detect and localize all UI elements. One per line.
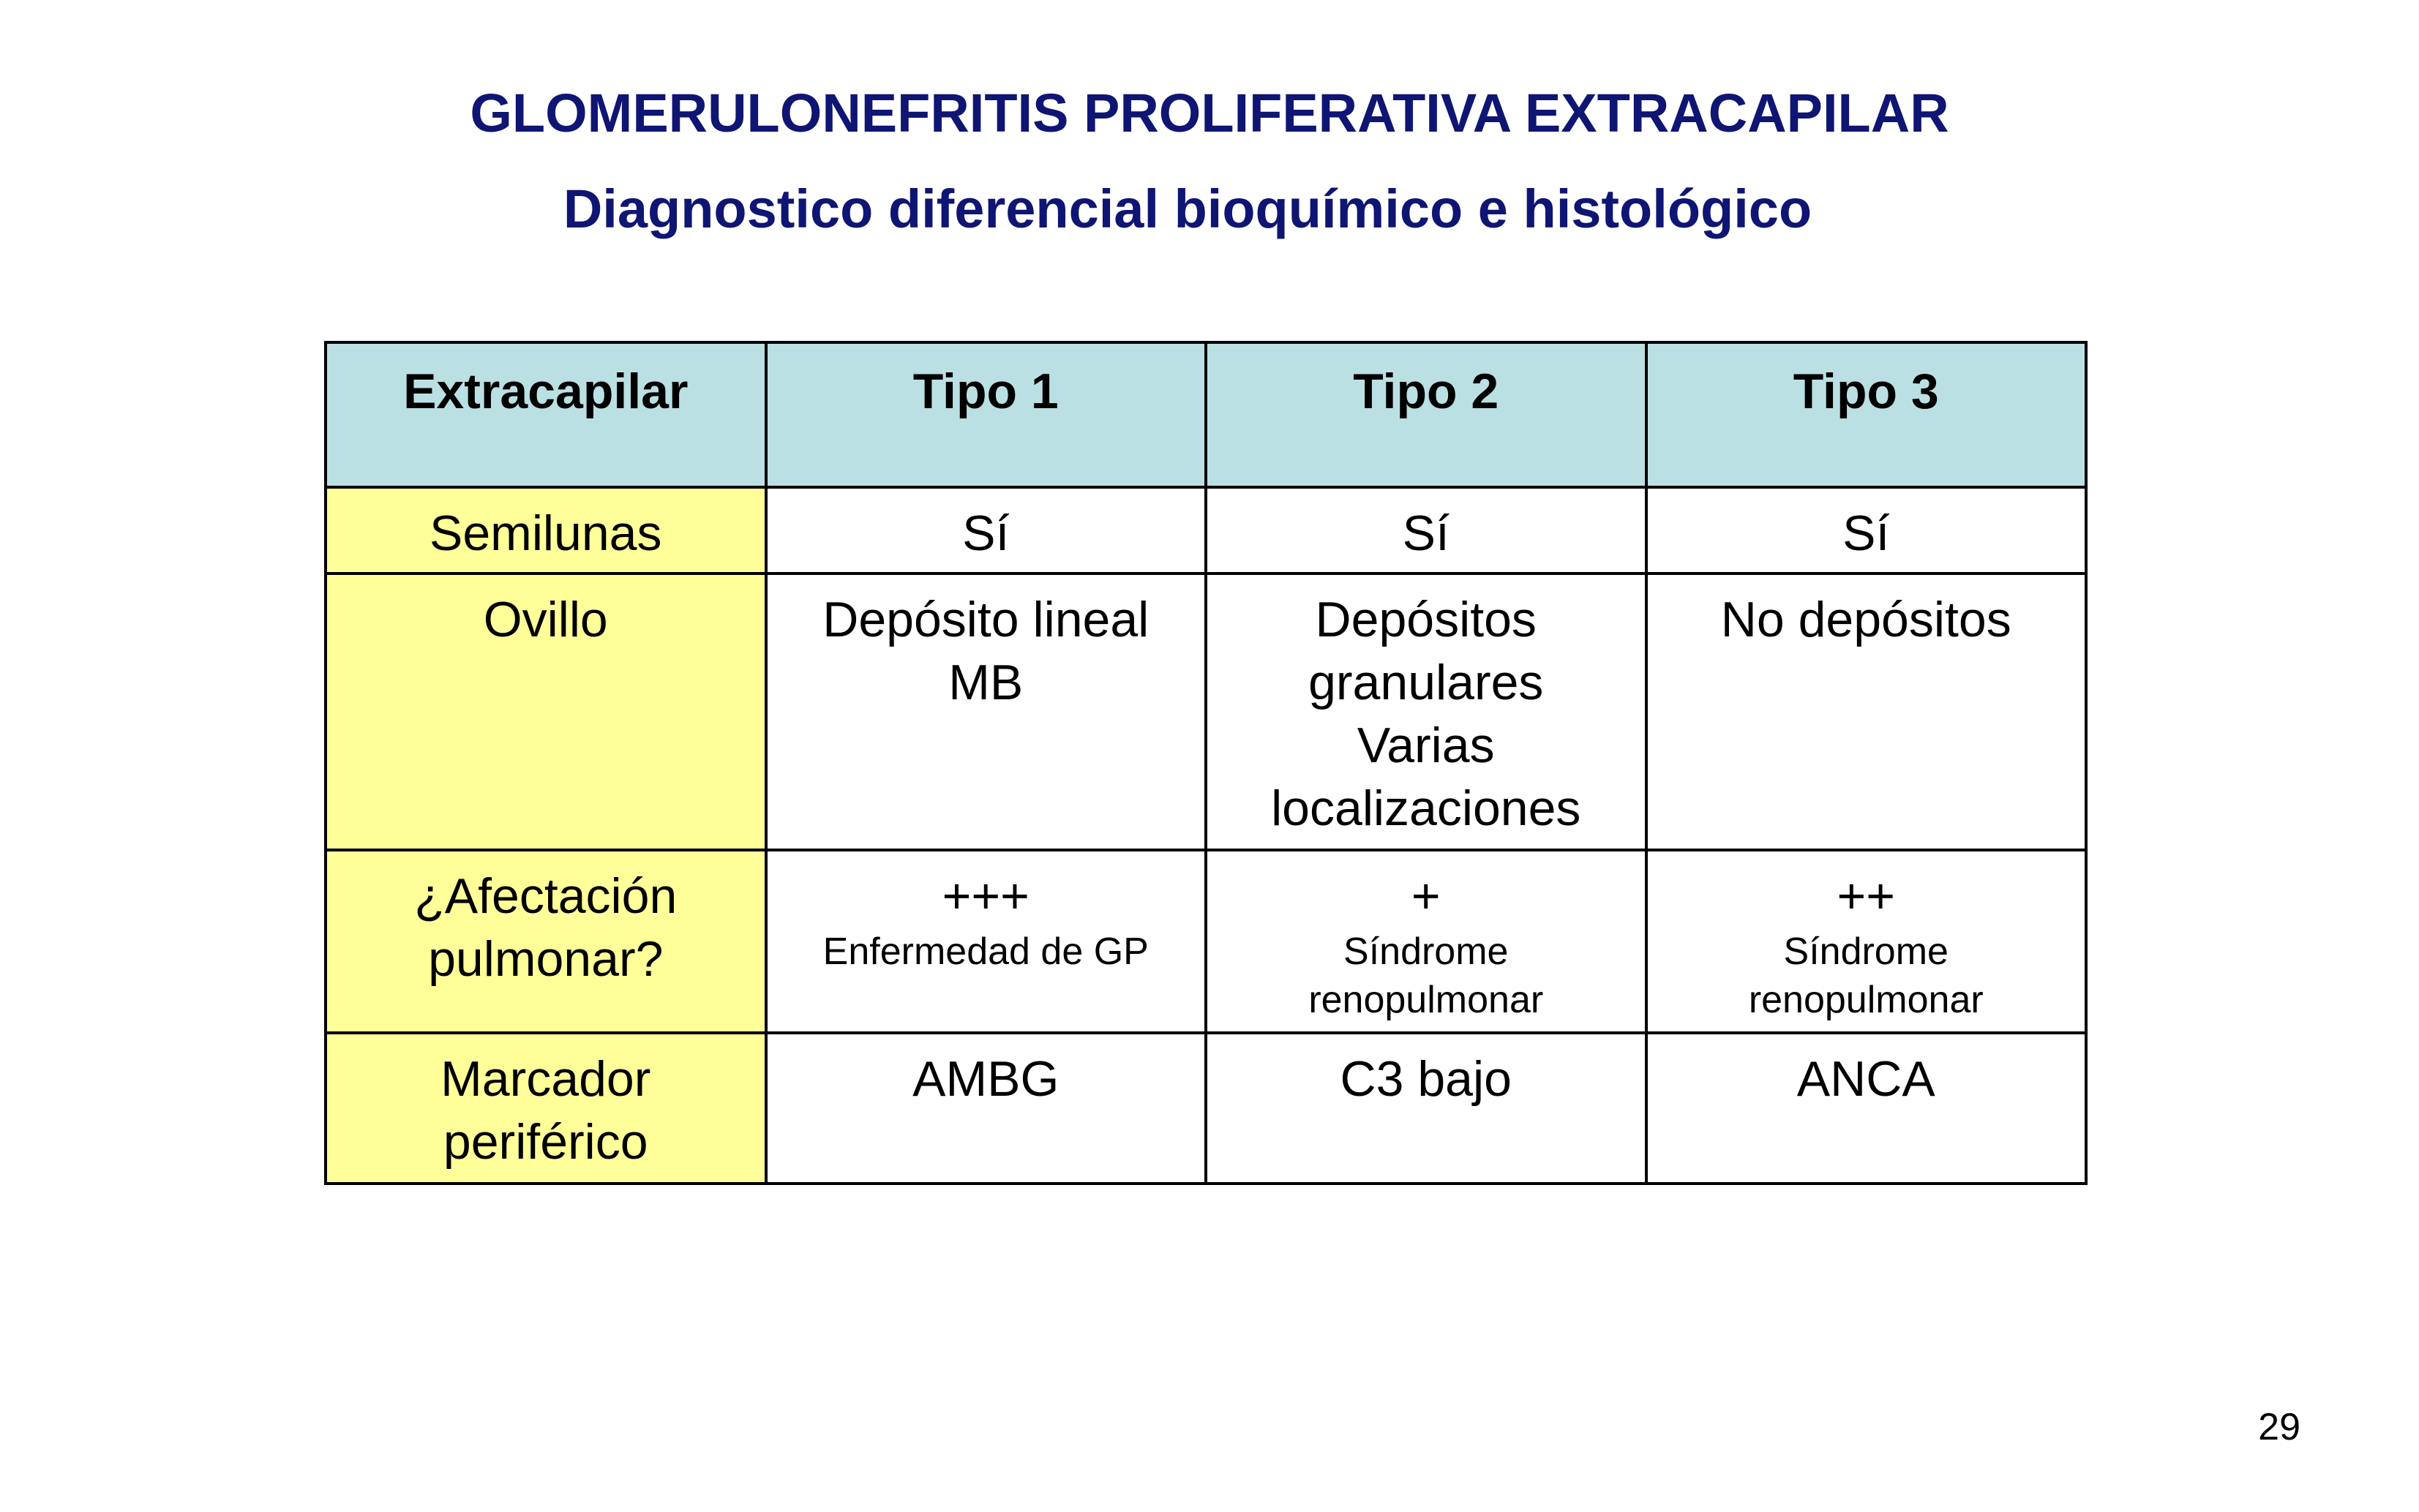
table-row-ovillo	[326, 573, 2086, 850]
note-line: Síndrome	[1343, 930, 1509, 973]
row-label-ovillo: Ovillo	[326, 573, 766, 850]
slide-subtitle	[0, 173, 2419, 246]
table-row-afectacion-pulmonar	[326, 850, 2086, 1033]
cell-marcador-tipo-1: AMBG	[766, 1033, 1207, 1184]
severity-mark: ++	[1837, 868, 1895, 924]
severity-mark: +++	[942, 868, 1030, 924]
cell-ovillo-tipo-2-line-2: granulares	[1308, 655, 1544, 710]
cell-ovillo-tipo-1-line-1: Depósito lineal	[822, 592, 1150, 647]
row-label-pulmonar-line-1: ¿Afectación	[414, 868, 678, 924]
table-header-row	[326, 342, 2086, 487]
cell-ovillo-tipo-2-line-3: Varias	[1357, 718, 1495, 773]
note-line: Síndrome	[1783, 930, 1949, 973]
row-label-marcador-line-2: periférico	[443, 1114, 648, 1170]
cell-ovillo-tipo-2	[1206, 573, 1646, 850]
cell-semilunas-tipo-2: Sí	[1206, 487, 1646, 573]
cell-pulmonar-tipo-1	[766, 850, 1207, 1033]
row-label-marcador-periferico	[326, 1033, 766, 1184]
table-row-semilunas	[326, 487, 2086, 573]
header-tipo-3: Tipo 3	[1646, 342, 2087, 487]
row-label-marcador-line-1: Marcador	[440, 1051, 651, 1107]
header-tipo-1: Tipo 1	[766, 342, 1207, 487]
row-label-pulmonar-line-2: pulmonar?	[428, 931, 664, 987]
note-line: renopulmonar	[1748, 979, 1984, 1021]
row-label-semilunas: Semilunas	[326, 487, 766, 573]
cell-ovillo-tipo-2-line-1: Depósitos	[1315, 592, 1537, 647]
row-label-afectacion-pulmonar	[326, 850, 766, 1033]
slide-title: GLOMERULONEFRITIS PROLIFERATIVA EXTRACAPILAR	[470, 83, 1949, 143]
slide-subtitle-text: Diagnostico diferencial bioquímico e histológico	[563, 178, 1812, 239]
table-row-marcador-periferico	[326, 1033, 2086, 1184]
header-tipo-2: Tipo 2	[1206, 342, 1646, 487]
cell-ovillo-tipo-2-line-4: localizaciones	[1271, 781, 1581, 836]
cell-semilunas-tipo-3: Sí	[1646, 487, 2087, 573]
note-line: Enfermedad de GP	[822, 930, 1149, 973]
page-number: 29	[2258, 1406, 2300, 1448]
note-line: renopulmonar	[1308, 979, 1544, 1021]
differential-diagnosis-table	[324, 341, 2088, 1185]
severity-mark: +	[1411, 868, 1441, 924]
header-extracapilar: Extracapilar	[326, 342, 766, 487]
cell-ovillo-tipo-3: No depósitos	[1646, 573, 2087, 850]
cell-semilunas-tipo-1: Sí	[766, 487, 1207, 573]
cell-ovillo-tipo-1	[766, 573, 1207, 850]
cell-pulmonar-tipo-2	[1206, 850, 1646, 1033]
cell-marcador-tipo-3: ANCA	[1646, 1033, 2087, 1184]
cell-pulmonar-tipo-3	[1646, 850, 2087, 1033]
cell-marcador-tipo-2: C3 bajo	[1206, 1033, 1646, 1184]
cell-ovillo-tipo-1-line-2: MB	[948, 655, 1024, 710]
